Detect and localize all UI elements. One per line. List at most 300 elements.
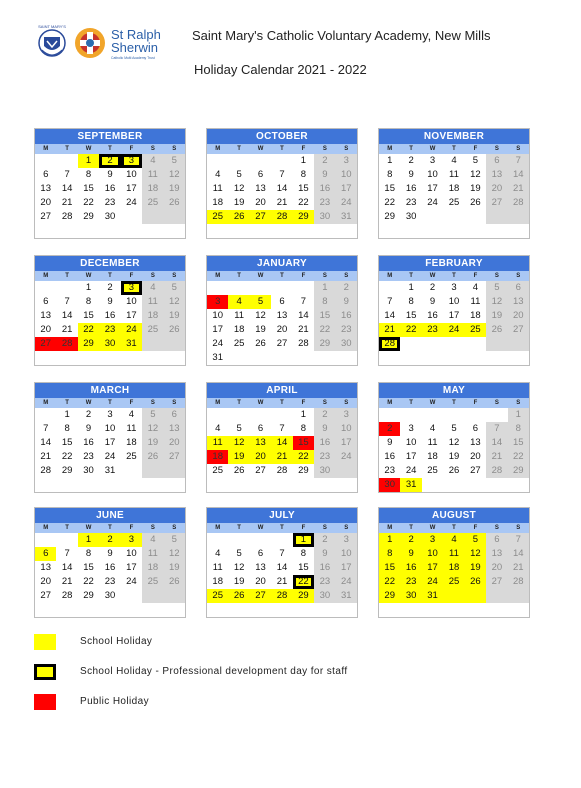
day-cell: 8 (85, 548, 92, 559)
empty-cell (336, 351, 357, 365)
weekday-label: T (280, 146, 284, 152)
day-cell: 16 (83, 437, 94, 448)
weekday-label: W (429, 525, 436, 531)
weekday-label: S (516, 273, 521, 279)
day-cell: 28 (486, 464, 507, 478)
day-cell: 17 (126, 183, 137, 194)
day-cell: 3 (429, 155, 436, 166)
day-cell: 6 (257, 548, 264, 559)
empty-cell (35, 351, 56, 365)
empty-cell (121, 224, 142, 238)
weekday-label: T (409, 273, 413, 279)
day-cell: 20 (164, 436, 185, 450)
day-cell: 4 (472, 282, 479, 293)
empty-cell (379, 224, 400, 238)
weekday-label: F (301, 146, 306, 152)
day-cell: 13 (486, 168, 507, 182)
day-cell: 17 (126, 310, 137, 321)
day-cell: 11 (142, 295, 163, 309)
day-cell: 16 (104, 310, 116, 321)
day-cell: 17 (336, 436, 357, 450)
day-cell: 10 (212, 310, 223, 321)
day-cell: 15 (83, 562, 94, 573)
weekday-label: T (409, 146, 413, 152)
day-cell: 31 (104, 465, 116, 476)
day-cell: 19 (233, 576, 245, 587)
day-cell: 11 (142, 547, 163, 561)
day-cell: 22 (83, 576, 94, 587)
weekday-label: M (215, 525, 221, 531)
day-cell: 26 (465, 575, 486, 589)
day-grid (379, 408, 529, 492)
day-cell: 20 (40, 197, 51, 208)
month-march (34, 382, 186, 493)
month-name: OCTOBER (207, 129, 357, 144)
day-cell: 29 (508, 464, 529, 478)
day-cell: 30 (314, 210, 335, 224)
day-cell: 19 (164, 561, 185, 575)
month-may (378, 382, 530, 493)
empty-cell (35, 408, 56, 422)
day-cell: 10 (405, 437, 417, 448)
day-cell: 19 (465, 561, 486, 575)
day-cell: 22 (78, 323, 99, 337)
weekday-label: F (301, 525, 306, 531)
day-cell: 14 (61, 562, 73, 573)
day-cell: 3 (408, 423, 414, 434)
day-cell: 13 (508, 295, 529, 309)
weekday-header (379, 523, 529, 533)
empty-cell (336, 464, 357, 478)
day-cell: 13 (255, 183, 266, 194)
day-cell: 10 (336, 168, 357, 182)
day-cell: 4 (228, 295, 249, 309)
empty-cell (271, 478, 292, 492)
day-cell: 23 (422, 323, 443, 337)
day-cell: 20 (470, 451, 481, 462)
day-cell: 27 (164, 450, 185, 464)
weekday-label: F (473, 273, 478, 279)
day-cell: 8 (64, 423, 70, 434)
day-cell: 29 (379, 589, 400, 603)
day-cell: 19 (228, 450, 249, 464)
weekday-label: S (322, 525, 327, 531)
day-cell: 15 (298, 183, 309, 194)
day-cell: 14 (298, 310, 309, 321)
day-cell: 1 (85, 282, 92, 293)
day-cell: 9 (400, 547, 421, 561)
day-cell: 24 (212, 338, 223, 349)
day-cell: 3 (336, 408, 357, 422)
day-cell: 11 (443, 547, 464, 561)
empty-cell (443, 603, 464, 617)
empty-cell (443, 478, 464, 492)
empty-cell (508, 589, 529, 603)
day-cell: 22 (384, 197, 395, 208)
empty-cell (443, 337, 464, 351)
day-cell: 12 (164, 547, 185, 561)
empty-cell (443, 589, 464, 603)
day-cell: 21 (276, 197, 288, 208)
day-cell: 28 (271, 210, 292, 224)
day-cell: 24 (336, 450, 357, 464)
day-cell: 6 (35, 547, 56, 561)
empty-cell (486, 408, 507, 422)
empty-cell (314, 478, 335, 492)
legend-swatch (34, 694, 56, 710)
empty-cell (379, 351, 400, 365)
day-cell: 29 (298, 465, 309, 476)
day-cell: 5 (142, 408, 163, 422)
day-cell: 7 (64, 169, 70, 180)
empty-cell (465, 351, 486, 365)
month-name: MARCH (35, 383, 185, 398)
weekday-label: S (344, 400, 349, 406)
day-cell: 12 (164, 168, 185, 182)
day-cell: 7 (279, 423, 285, 434)
weekday-label: S (322, 400, 327, 406)
day-cell: 27 (255, 465, 266, 476)
day-cell: 25 (142, 575, 163, 589)
day-cell: 16 (336, 309, 357, 323)
day-cell: 21 (61, 576, 73, 587)
day-cell: 22 (293, 450, 314, 464)
empty-cell (35, 603, 56, 617)
day-cell: 23 (405, 197, 417, 208)
day-cell: 7 (279, 169, 285, 180)
day-cell: 23 (336, 323, 357, 337)
month-name: FEBRUARY (379, 256, 529, 271)
empty-cell (164, 464, 185, 478)
day-cell: 2 (400, 533, 421, 547)
day-cell: 18 (443, 561, 464, 575)
weekday-header (207, 271, 357, 281)
day-cell: 26 (470, 197, 481, 208)
day-cell: 13 (255, 562, 266, 573)
empty-cell (465, 478, 486, 492)
day-cell: 21 (271, 450, 292, 464)
day-cell: 15 (61, 437, 73, 448)
weekday-header (207, 523, 357, 533)
empty-cell (56, 224, 77, 238)
empty-cell (508, 478, 529, 492)
day-cell: 14 (276, 183, 288, 194)
empty-cell (207, 281, 228, 295)
day-cell: 25 (465, 323, 486, 337)
day-cell: 4 (128, 409, 135, 420)
day-cell: 7 (508, 533, 529, 547)
month-name: DECEMBER (35, 256, 185, 271)
empty-cell (142, 589, 163, 603)
weekday-label: S (322, 146, 327, 152)
day-cell: 13 (40, 310, 51, 321)
day-cell: 12 (255, 310, 266, 321)
weekday-label: T (108, 146, 112, 152)
day-cell: 8 (300, 169, 307, 180)
weekday-label: T (108, 400, 112, 406)
weekday-header (379, 144, 529, 154)
day-cell: 5 (236, 423, 242, 434)
weekday-label: M (387, 400, 393, 406)
day-cell: 25 (126, 451, 137, 462)
day-cell: 4 (142, 281, 163, 295)
day-cell: 14 (271, 436, 292, 450)
day-cell: 6 (472, 423, 479, 434)
legend-label: Public Holiday (80, 696, 149, 707)
day-cell: 18 (142, 561, 163, 575)
day-cell: 25 (233, 338, 245, 349)
day-cell: 1 (78, 154, 99, 168)
month-april (206, 382, 358, 493)
day-cell: 2 (99, 533, 120, 547)
day-cell: 4 (215, 548, 221, 559)
day-cell: 1 (300, 155, 307, 166)
empty-cell (465, 210, 486, 224)
day-cell: 30 (400, 589, 421, 603)
day-cell: 23 (314, 196, 335, 210)
day-cell: 20 (40, 324, 51, 335)
day-cell: 12 (233, 562, 245, 573)
day-cell: 23 (384, 465, 395, 476)
month-name: NOVEMBER (379, 129, 529, 144)
day-cell: 30 (83, 465, 94, 476)
day-cell: 19 (448, 451, 460, 462)
weekday-label: M (387, 525, 393, 531)
day-cell: 19 (255, 324, 266, 335)
weekday-label: T (108, 273, 112, 279)
day-cell: 8 (85, 296, 92, 307)
weekday-label: S (494, 146, 499, 152)
empty-cell (35, 224, 56, 238)
empty-cell (508, 210, 529, 224)
empty-cell (56, 603, 77, 617)
empty-cell (35, 281, 56, 295)
day-cell: 5 (451, 423, 457, 434)
day-cell: 15 (508, 436, 529, 450)
empty-cell (250, 533, 271, 547)
day-cell: 19 (486, 309, 507, 323)
day-grid (207, 281, 357, 365)
legend-label: School Holiday (80, 636, 153, 647)
day-cell: 26 (164, 575, 185, 589)
weekday-label: M (215, 400, 221, 406)
empty-cell (486, 224, 507, 238)
day-cell: 1 (379, 533, 400, 547)
day-cell: 17 (126, 562, 137, 573)
empty-cell (443, 408, 464, 422)
day-cell: 4 (443, 533, 464, 547)
day-cell: 30 (336, 337, 357, 351)
day-cell: 25 (427, 465, 438, 476)
day-cell: 3 (107, 409, 113, 420)
day-cell: 23 (104, 197, 116, 208)
day-cell: 2 (379, 422, 400, 436)
weekday-label: M (215, 146, 221, 152)
weekday-label: F (129, 273, 134, 279)
day-cell: 6 (43, 169, 49, 180)
day-cell: 17 (212, 324, 223, 335)
month-name: JULY (207, 508, 357, 523)
weekday-header (35, 271, 185, 281)
day-grid (35, 154, 185, 238)
day-cell: 20 (486, 182, 507, 196)
empty-cell (508, 337, 529, 351)
empty-cell (207, 478, 228, 492)
empty-cell (314, 224, 335, 238)
day-cell: 18 (427, 451, 438, 462)
day-cell: 21 (298, 324, 309, 335)
empty-cell (400, 337, 421, 351)
empty-cell (142, 464, 163, 478)
weekday-label: S (494, 400, 499, 406)
empty-cell (164, 478, 185, 492)
day-cell: 26 (228, 589, 249, 603)
day-cell: 6 (279, 296, 285, 307)
day-cell: 14 (384, 310, 395, 321)
day-grid (379, 154, 529, 238)
day-cell: 1 (78, 533, 99, 547)
day-cell: 8 (314, 295, 335, 309)
empty-cell (336, 603, 357, 617)
empty-cell (508, 603, 529, 617)
day-cell: 5 (250, 295, 271, 309)
day-cell: 9 (336, 295, 357, 309)
empty-cell (228, 533, 249, 547)
month-name: JUNE (35, 508, 185, 523)
empty-cell (56, 533, 77, 547)
empty-cell (228, 351, 249, 365)
empty-cell (78, 224, 99, 238)
trust-name-line1: St Ralph (111, 27, 161, 42)
day-cell: 27 (486, 575, 507, 589)
day-cell: 18 (212, 576, 223, 587)
day-cell: 29 (83, 590, 94, 601)
day-cell: 21 (61, 324, 73, 335)
page-subtitle: Holiday Calendar 2021 - 2022 (194, 62, 367, 77)
day-cell: 9 (387, 437, 393, 448)
empty-cell (271, 408, 292, 422)
day-cell: 5 (236, 548, 242, 559)
day-cell: 29 (293, 589, 314, 603)
day-cell: 12 (233, 183, 245, 194)
weekday-label: T (452, 525, 456, 531)
empty-cell (250, 478, 271, 492)
day-cell: 20 (276, 324, 288, 335)
day-cell: 20 (40, 576, 51, 587)
day-cell: 11 (234, 310, 245, 321)
empty-cell (142, 351, 163, 365)
day-cell: 17 (405, 451, 417, 462)
empty-cell (228, 478, 249, 492)
weekday-label: T (237, 273, 241, 279)
day-cell: 6 (257, 169, 264, 180)
day-cell: 2 (314, 408, 335, 422)
empty-cell (56, 351, 77, 365)
day-grid (207, 154, 357, 238)
day-cell: 12 (470, 169, 481, 180)
day-cell: 6 (164, 408, 185, 422)
month-name: MAY (379, 383, 529, 398)
day-cell: 13 (276, 310, 288, 321)
day-cell: 21 (276, 576, 288, 587)
day-cell: 7 (300, 296, 307, 307)
logos (34, 22, 184, 64)
day-cell: 23 (314, 450, 335, 464)
day-cell: 19 (233, 197, 245, 208)
empty-cell (250, 224, 271, 238)
empty-cell (465, 589, 486, 603)
day-cell: 2 (314, 533, 335, 547)
weekday-label: W (257, 146, 264, 152)
weekday-label: F (129, 525, 134, 531)
empty-cell (443, 351, 464, 365)
day-cell: 28 (271, 589, 292, 603)
school-logo-text: SAINT MARY'S (38, 24, 66, 29)
day-cell: 30 (99, 337, 120, 351)
day-cell: 26 (486, 323, 507, 337)
day-cell: 12 (448, 437, 460, 448)
day-cell: 28 (40, 465, 51, 476)
day-cell: 18 (126, 437, 137, 448)
empty-cell (271, 533, 292, 547)
day-cell: 12 (228, 436, 249, 450)
day-cell: 11 (207, 436, 228, 450)
weekday-label: T (65, 400, 69, 406)
weekday-label: M (387, 146, 393, 152)
empty-cell (228, 603, 249, 617)
empty-cell (422, 337, 443, 351)
weekday-label: T (108, 525, 112, 531)
day-cell: 27 (35, 337, 56, 351)
weekday-label: W (85, 146, 92, 152)
weekday-label: S (322, 273, 327, 279)
day-cell: 15 (405, 310, 417, 321)
day-cell: 5 (164, 154, 185, 168)
weekday-label: T (280, 400, 284, 406)
weekday-label: W (85, 525, 92, 531)
weekday-header (379, 271, 529, 281)
empty-cell (250, 603, 271, 617)
weekday-label: W (85, 400, 92, 406)
weekday-label: S (172, 273, 177, 279)
empty-cell (400, 351, 421, 365)
month-name: APRIL (207, 383, 357, 398)
day-cell: 14 (276, 562, 288, 573)
empty-cell (207, 603, 228, 617)
month-july (206, 507, 358, 618)
day-cell: 25 (142, 196, 163, 210)
day-cell: 28 (379, 337, 400, 351)
day-cell: 14 (508, 547, 529, 561)
weekday-label: T (237, 400, 241, 406)
day-cell: 18 (233, 324, 245, 335)
month-february (378, 255, 530, 366)
day-cell: 21 (61, 197, 73, 208)
empty-cell (164, 589, 185, 603)
day-cell: 17 (104, 437, 116, 448)
weekday-label: T (452, 273, 456, 279)
day-cell: 18 (142, 309, 163, 323)
empty-cell (142, 224, 163, 238)
day-cell: 2 (85, 409, 92, 420)
day-cell: 14 (40, 437, 51, 448)
day-cell: 25 (212, 465, 223, 476)
empty-cell (99, 478, 120, 492)
day-cell: 8 (300, 548, 307, 559)
day-cell: 29 (314, 337, 335, 351)
day-cell: 26 (142, 450, 163, 464)
day-cell: 9 (314, 547, 335, 561)
